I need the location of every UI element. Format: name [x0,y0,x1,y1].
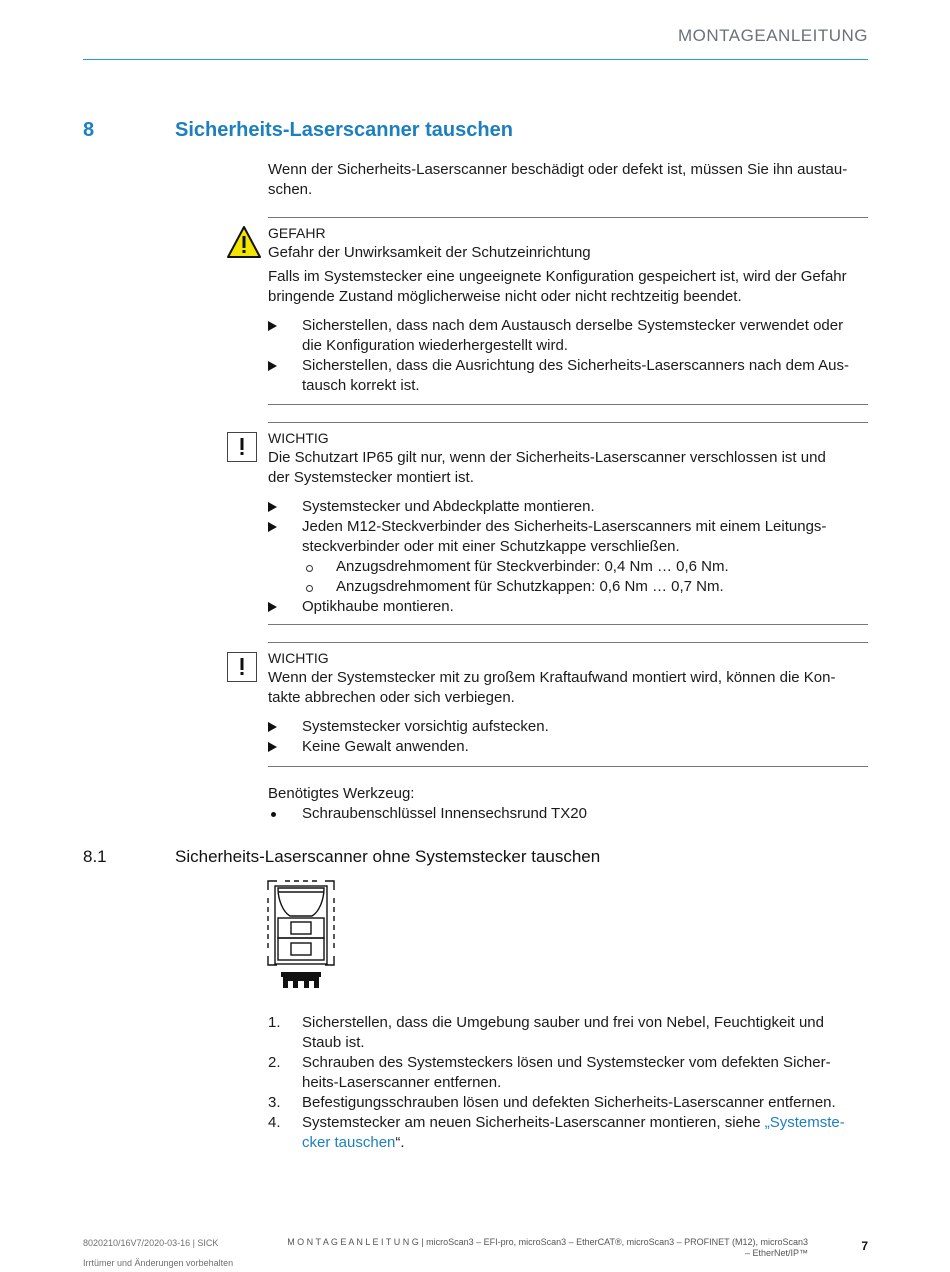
list-item [268,597,868,617]
step-number: 2. [268,1054,281,1071]
important2-text-line-1: Wenn der Systemstecker mit zu großem Kraftaufwand montiert wird, können die Kon- [268,669,836,686]
list-item-line: tausch korrekt ist. [302,377,420,394]
danger-list [268,316,868,396]
cross-reference-link[interactable]: cker tauschen [302,1134,396,1151]
danger-label: GEFAHR [268,225,326,241]
list-item [268,517,868,597]
sub-list-text: Anzugsdrehmoment für Schutzkappen: 0,6 Nm … 0,7 Nm. [336,578,724,595]
intro-line-1: Wenn der Sicherheits-Laserscanner beschädigt oder defekt ist, müssen Sie ihn austau- [268,161,848,178]
triangle-bullet-icon [268,742,277,752]
circle-bullet-icon [306,585,313,592]
list-item-line: Optikhaube montieren. [302,598,454,615]
step-text: Systemstecker am neuen Sicherheits-Laserscanner montieren, siehe [302,1114,765,1131]
section-title: Sicherheits-Laserscanner tauschen [175,119,513,141]
important1-bottom-rule [268,624,868,625]
footer-center-line-2: – EtherNet/IP™ [744,1248,808,1258]
step-line: Befestigungsschrauben lösen und defekten Sicherheits-Laserscanner entfernen. [302,1094,836,1111]
danger-text [268,267,868,307]
triangle-bullet-icon [268,502,277,512]
footer-center [268,1237,808,1259]
step-item [268,1053,868,1093]
exclamation-icon [227,432,257,462]
circle-bullet-icon [306,565,313,572]
steps-block [268,1013,868,1153]
cross-reference-link[interactable]: „Systemste- [764,1114,845,1131]
footer-doc-id: 8020210/16V7/2020-03-16 | SICK [83,1238,219,1248]
section-number: 8 [83,119,95,141]
step-number: 3. [268,1094,281,1111]
important2-notice [268,648,868,757]
step-line: Sicherstellen, dass die Umgebung sauber und frei von Nebel, Feuchtigkeit und [302,1014,824,1031]
danger-text-line-1: Falls im Systemstecker eine ungeeignete Konfiguration gespeichert ist, wird der Gefahr [268,268,847,285]
list-item [268,497,868,517]
step-line [302,1133,868,1153]
sub-list-item [302,577,868,597]
danger-top-rule [268,217,868,218]
list-item-line: Jeden M12-Steckverbinder des Sicherheits-Laserscanners mit einem Leitungs- [302,518,827,535]
list-item-line: die Konfiguration wiederhergestellt wird. [302,337,568,354]
sub-list [302,557,868,597]
step-text: “. [395,1134,405,1151]
tools-list [268,804,868,824]
sub-list-item [302,557,868,577]
warning-triangle-icon [226,225,262,265]
list-item-line: Systemstecker vorsichtig aufstecken. [302,718,549,735]
dot-bullet-icon [271,812,276,817]
important2-bottom-rule [268,766,868,767]
important1-notice [268,428,868,617]
list-item-line: Sicherstellen, dass die Ausrichtung des Sicherheits-Laserscanners nach dem Aus- [302,357,849,374]
sub-list-text: Anzugsdrehmoment für Steckverbinder: 0,4 Nm … 0,6 Nm. [336,558,729,575]
important1-text-line-2: der Systemstecker montiert ist. [268,469,474,486]
list-item [268,356,868,396]
list-item-line: steckverbinder oder mit einer Schutzkappe verschließen. [302,538,680,555]
list-item [268,717,868,737]
triangle-bullet-icon [268,321,277,331]
important1-label: WICHTIG [268,430,329,446]
step-line: Staub ist. [302,1034,365,1051]
step-number: 1. [268,1014,281,1031]
tools-label: Benötigtes Werkzeug: [268,785,415,802]
danger-subtitle: Gefahr der Unwirksamkeit der Schutzeinrichtung [268,244,591,261]
important2-text-line-2: takte abbrechen oder sich verbiegen. [268,689,515,706]
triangle-bullet-icon [268,722,277,732]
step-line: heits-Laserscanner entfernen. [302,1074,502,1091]
important2-list [268,717,868,757]
list-item-line: Sicherstellen, dass nach dem Austausch derselbe Systemstecker verwendet oder [302,317,844,334]
exclamation-icon [227,652,257,682]
list-item [268,804,868,824]
important2-top-rule [268,642,868,643]
step-item [268,1113,868,1153]
step-item [268,1013,868,1053]
step-line [302,1113,868,1133]
tools-item-text: Schraubenschlüssel Innensechsrund TX20 [302,805,587,822]
list-item-line: Keine Gewalt anwenden. [302,738,469,755]
subsection-title: Sicherheits-Laserscanner ohne Systemstecker tauschen [175,847,601,866]
list-item-line: Systemstecker und Abdeckplatte montieren. [302,498,595,515]
footer-disclaimer: Irrtümer und Änderungen vorbehalten [83,1258,234,1268]
tools-block [268,784,868,824]
important1-list [268,497,868,617]
danger-notice [268,223,868,396]
section-intro [268,160,868,200]
intro-line-2: schen. [268,181,313,198]
subsection-number: 8.1 [83,847,107,866]
danger-text-line-2: bringende Zustand möglicherweise nicht oder nicht rechtzeitig beendet. [268,288,742,305]
laser-scanner-icon [265,878,337,998]
steps-list [268,1013,868,1153]
important1-text-line-1: Die Schutzart IP65 gilt nur, wenn der Sicherheits-Laserscanner verschlossen ist und [268,449,826,466]
step-line: Schrauben des Systemsteckers lösen und Systemstecker vom defekten Sicher- [302,1054,831,1071]
header-rule [83,59,868,60]
triangle-bullet-icon [268,602,277,612]
header-title: MONTAGEANLEITUNG [678,26,868,45]
list-item [268,737,868,757]
triangle-bullet-icon [268,361,277,371]
list-item [268,316,868,356]
triangle-bullet-icon [268,522,277,532]
important2-label: WICHTIG [268,650,329,666]
step-number: 4. [268,1114,281,1131]
footer-center-line-1: M O N T A G E A N L E I T U N G | microScan3 – EFI-pro, microScan3 – EtherCAT®, microScan3 – PROFINET (M12), microScan3 [287,1237,808,1247]
page-number: 7 [861,1239,868,1253]
danger-bottom-rule [268,404,868,405]
important1-top-rule [268,422,868,423]
step-item [268,1093,868,1113]
